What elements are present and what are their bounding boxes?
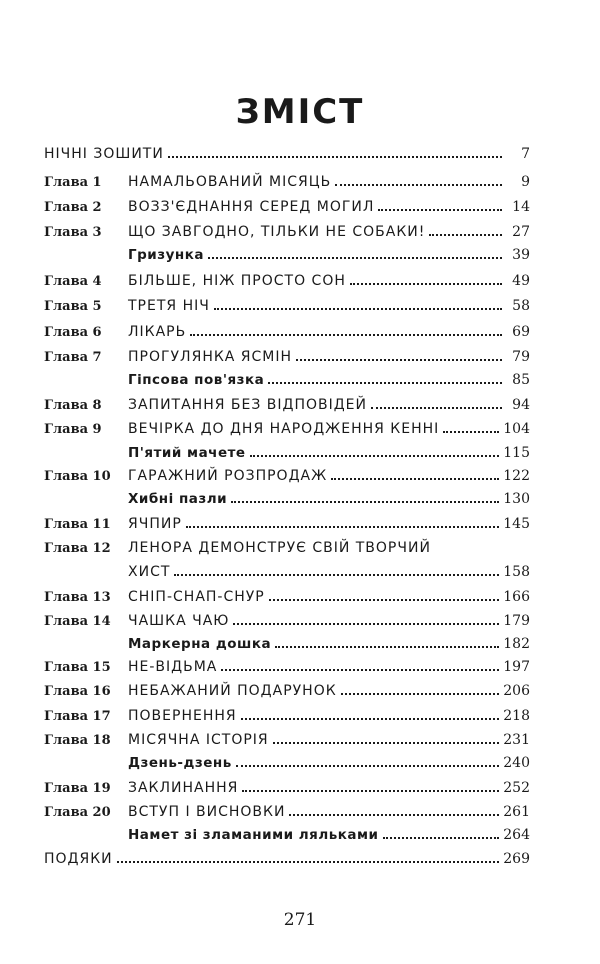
page-ref: 14 xyxy=(512,199,530,215)
chapter-title: ТРЕТЯ НІЧ xyxy=(128,298,210,314)
toc-entry xyxy=(44,168,530,190)
story-title: Дзень-дзень xyxy=(128,755,232,771)
chapter-label: Глава 9 xyxy=(44,422,102,437)
story-title: Гризунка xyxy=(128,247,204,263)
chapter-label: Глава 10 xyxy=(44,469,111,484)
toc-entry xyxy=(44,415,530,437)
page-ref: 145 xyxy=(503,516,530,532)
dot-leader xyxy=(242,790,499,792)
toc-entry xyxy=(44,583,530,605)
dot-leader xyxy=(168,156,502,158)
page-ref: 122 xyxy=(503,468,530,484)
toc-entry xyxy=(44,558,530,580)
chapter-label: Глава 16 xyxy=(44,684,111,699)
page-ref: 39 xyxy=(512,247,530,263)
dot-leader xyxy=(289,814,499,816)
chapter-label: Глава 3 xyxy=(44,225,102,240)
chapter-title: ВСТУП І ВИСНОВКИ xyxy=(128,804,286,820)
chapter-label: Глава 15 xyxy=(44,660,111,675)
chapter-title: ЧАШКА ЧАЮ xyxy=(128,613,230,629)
dot-leader xyxy=(186,526,499,528)
toc-entry xyxy=(44,485,530,507)
page-ref: 79 xyxy=(512,349,530,365)
toc-entry xyxy=(44,292,530,314)
toc-entry xyxy=(44,749,530,771)
chapter-title: ПОВЕРНЕННЯ xyxy=(128,708,237,724)
toc-entry xyxy=(44,140,530,162)
page-ref: 197 xyxy=(503,659,530,675)
page-ref: 231 xyxy=(503,732,530,748)
dot-leader xyxy=(241,718,500,720)
page-ref: 115 xyxy=(503,445,530,461)
chapter-title: ГАРАЖНИЙ РОЗПРОДАЖ xyxy=(128,468,328,484)
chapter-title: ПОДЯКИ xyxy=(44,851,113,867)
toc-entry xyxy=(44,534,530,556)
toc-entry xyxy=(44,821,530,843)
chapter-title: ПРОГУЛЯНКА ЯСМІН xyxy=(128,349,293,365)
chapter-label: Глава 12 xyxy=(44,541,111,556)
chapter-label: Глава 20 xyxy=(44,805,111,820)
chapter-label: Глава 11 xyxy=(44,517,111,532)
dot-leader xyxy=(273,742,500,744)
toc-entry xyxy=(44,218,530,240)
dot-leader xyxy=(350,283,502,285)
dot-leader xyxy=(335,184,502,186)
chapter-title: ЗАПИТАННЯ БЕЗ ВІДПОВІДЕЙ xyxy=(128,397,367,413)
toc-entry xyxy=(44,462,530,484)
dot-leader xyxy=(331,478,499,480)
dot-leader xyxy=(296,359,502,361)
toc-entry xyxy=(44,607,530,629)
page-ref: 240 xyxy=(503,755,530,771)
chapter-title: МІСЯЧНА ІСТОРІЯ xyxy=(128,732,269,748)
chapter-label: Глава 2 xyxy=(44,200,102,215)
toc-entry xyxy=(44,798,530,820)
chapter-title: ЯЧПИР xyxy=(128,516,182,532)
page-ref: 218 xyxy=(503,708,530,724)
toc-entry xyxy=(44,653,530,675)
chapter-title: ВЕЧІРКА ДО ДНЯ НАРОДЖЕННЯ КЕННІ xyxy=(128,421,440,437)
toc-entry xyxy=(44,702,530,724)
chapter-title: БІЛЬШЕ, НІЖ ПРОСТО СОН xyxy=(128,273,346,289)
dot-leader xyxy=(231,501,499,503)
page-ref: 264 xyxy=(503,827,530,843)
toc-entry xyxy=(44,630,530,652)
dot-leader xyxy=(269,599,500,601)
story-title: П'ятий мачете xyxy=(128,445,246,461)
chapter-title: НЕ-ВІДЬМА xyxy=(128,659,218,675)
page-ref: 206 xyxy=(503,683,530,699)
chapter-label: Глава 6 xyxy=(44,325,102,340)
page-ref: 58 xyxy=(512,298,530,314)
chapter-label: Глава 7 xyxy=(44,350,102,365)
toc-entry xyxy=(44,343,530,365)
page-ref: 49 xyxy=(512,273,530,289)
chapter-label: Глава 18 xyxy=(44,733,111,748)
chapter-title: СНІП-СНАП-СНУР xyxy=(128,589,265,605)
chapter-title: ЩО ЗАВГОДНО, ТІЛЬКИ НЕ СОБАКИ! xyxy=(128,224,426,240)
dot-leader xyxy=(221,669,499,671)
dot-leader xyxy=(443,431,499,433)
page-ref: 9 xyxy=(521,174,530,190)
toc-entry xyxy=(44,318,530,340)
dot-leader xyxy=(190,334,502,336)
chapter-title: ХИСТ xyxy=(128,564,171,580)
page-number: 271 xyxy=(283,910,317,930)
chapter-label: Глава 17 xyxy=(44,709,111,724)
page-ref: 182 xyxy=(503,636,530,652)
page-ref: 85 xyxy=(512,372,530,388)
dot-leader xyxy=(378,209,502,211)
dot-leader xyxy=(429,234,502,236)
page-ref: 7 xyxy=(521,146,530,162)
toc-entry xyxy=(44,677,530,699)
dot-leader xyxy=(341,693,500,695)
story-title: Хибні пазли xyxy=(128,491,228,507)
chapter-label: Глава 13 xyxy=(44,590,111,605)
chapter-title: ЛЕНОРА ДЕМОНСТРУЄ СВІЙ ТВОРЧИЙ xyxy=(128,540,431,556)
page-ref: 27 xyxy=(512,224,530,240)
toc-entry xyxy=(44,366,530,388)
toc-entry xyxy=(44,510,530,532)
dot-leader xyxy=(236,765,500,767)
toc-entry xyxy=(44,726,530,748)
toc-entry xyxy=(44,241,530,263)
dot-leader xyxy=(117,861,500,863)
page-ref: 158 xyxy=(503,564,530,580)
dot-leader xyxy=(383,837,500,839)
toc-entry xyxy=(44,439,530,461)
chapter-label: Глава 1 xyxy=(44,175,102,190)
page-title: ЗМІСТ xyxy=(235,92,365,132)
page-ref: 104 xyxy=(503,421,530,437)
page-ref: 166 xyxy=(503,589,530,605)
toc-entry xyxy=(44,193,530,215)
dot-leader xyxy=(268,382,502,384)
chapter-title: ЗАКЛИНАННЯ xyxy=(128,780,239,796)
dot-leader xyxy=(208,257,502,259)
chapter-title: ЛІКАРЬ xyxy=(128,324,187,340)
chapter-label: Глава 8 xyxy=(44,398,102,413)
toc-entry xyxy=(44,267,530,289)
toc-entry xyxy=(44,845,530,867)
page-ref: 179 xyxy=(503,613,530,629)
page-ref: 261 xyxy=(503,804,530,820)
chapter-title: НЕБАЖАНИЙ ПОДАРУНОК xyxy=(128,683,337,699)
page-ref: 269 xyxy=(503,851,530,867)
chapter-title: НАМАЛЬОВАНИЙ МІСЯЦЬ xyxy=(128,174,332,190)
dot-leader xyxy=(233,623,499,625)
story-title: Намет зі зламаними ляльками xyxy=(128,827,379,843)
toc-entry xyxy=(44,391,530,413)
dot-leader xyxy=(371,407,502,409)
chapter-title: ВОЗЗ'ЄДНАННЯ СЕРЕД МОГИЛ xyxy=(128,199,375,215)
dot-leader xyxy=(174,574,499,576)
chapter-label: Глава 4 xyxy=(44,274,102,289)
chapter-label: Глава 19 xyxy=(44,781,111,796)
page-ref: 130 xyxy=(503,491,530,507)
page-ref: 69 xyxy=(512,324,530,340)
page-ref: 252 xyxy=(503,780,530,796)
dot-leader xyxy=(250,455,500,457)
chapter-label: Глава 14 xyxy=(44,614,111,629)
chapter-title: НІЧНІ ЗОШИТИ xyxy=(44,146,164,162)
toc-entry xyxy=(44,774,530,796)
page-ref: 94 xyxy=(512,397,530,413)
story-title: Маркерна дошка xyxy=(128,636,272,652)
chapter-label: Глава 5 xyxy=(44,299,102,314)
dot-leader xyxy=(214,308,502,310)
story-title: Гіпсова пов'язка xyxy=(128,372,265,388)
dot-leader xyxy=(275,646,499,648)
